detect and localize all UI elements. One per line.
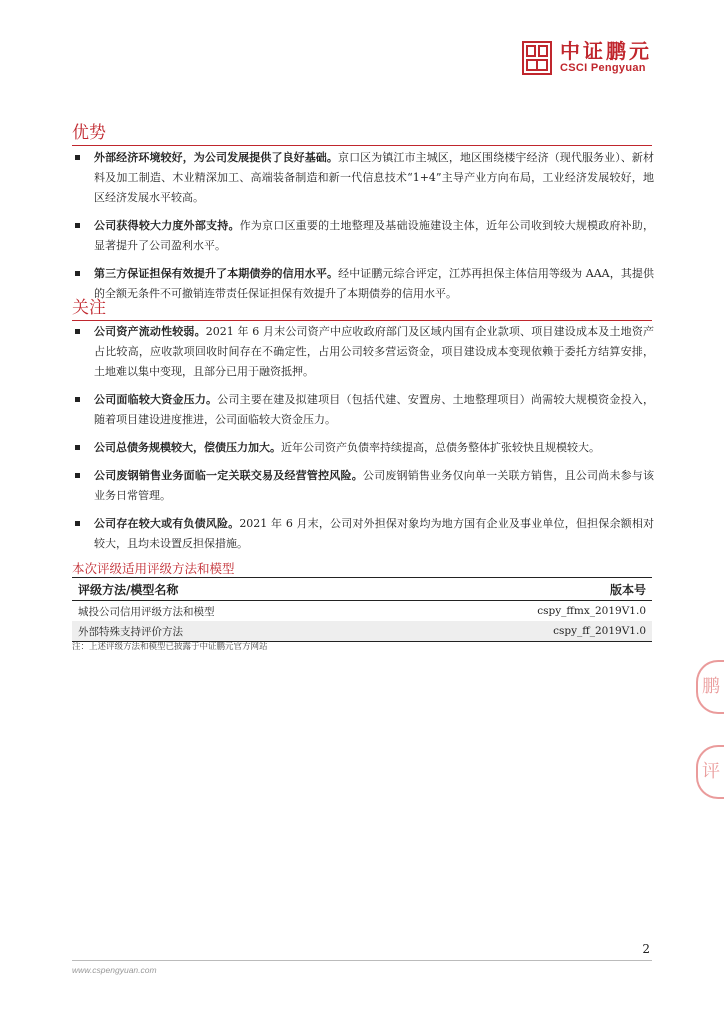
table-note: 注：上述评级方法和模型已披露于中证鹏元官方网站 [72,642,268,652]
bullet-text: 作为京口区重要的土地整理及基础设施建设主体，近年公司收到较大规模政府补助，显著提升了公司盈利水平。 [94,219,655,252]
version-cell: cspy_ffmx_2019V1.0 [537,605,646,617]
bullet-square-icon [75,397,80,402]
bullet-lead: 公司获得较大力度外部支持。 [94,219,240,232]
table-row [72,601,652,622]
list-item [72,322,654,382]
methods-table [72,577,652,642]
list-item [72,216,654,256]
logo-english-name: CSCI Pengyuan [560,62,646,74]
bullet-text: 公司废钢销售业务仅向单一关联方销售，且公司尚未参与该业务日常管理。 [94,469,655,502]
section-title-concerns: 关注 [72,293,652,321]
edge-seal-stamp-icon: 评 [696,745,724,799]
footer-website: www.cspengyuan.com [72,965,157,975]
bullet-text: 2021 年 6 月末，公司对外担保对象均为地方国有企业及事业单位，但担保余额相对较大，且均未设置反担保措施。 [94,517,655,550]
bullet-text: 公司主要在建及拟建项目（包括代建、安置房、土地整理项目）尚需较大规模资金投入，随着项目建设进度推进，公司面临较大资金压力。 [94,393,655,426]
method-name-cell: 外部特殊支持评价方法 [72,621,392,642]
list-item [72,438,654,458]
table-row [72,621,652,642]
concerns-list [72,322,654,562]
edge-seal-stamp-icon: 鹏 [696,660,724,714]
column-header-version: 版本号 [392,578,652,601]
bullet-text: 京口区为镇江市主城区，地区围绕楼宇经济（现代服务业）、新材料及加工制造、木业精深加工、高端装备制造和新一代信息技术“1+4”主导产业方向布局，工业经济发展较好，地区经济发展水平较高。 [94,151,655,204]
bullet-text: 2021 年 6 月末公司资产中应收政府部门及区域内国有企业款项、项目建设成本及土地资产占比较高，应收款项回收时间存在不确定性，占用公司较多营运资金，项目建设成本变现依赖于委托方结算安排，土地难以集中变现，且部分已用于融资抵押。 [94,325,655,378]
bullet-lead: 公司资产流动性较弱。 [94,325,206,338]
advantages-list [72,148,654,312]
list-item [72,514,654,554]
list-item [72,466,654,506]
bullet-square-icon [75,271,80,276]
bullet-square-icon [75,223,80,228]
bullet-square-icon [75,445,80,450]
bullet-lead: 公司废钢销售业务面临一定关联交易及经营管控风险。 [94,469,363,482]
company-logo [522,40,652,75]
method-name-cell: 城投公司信用评级方法和模型 [78,605,215,618]
bullet-lead: 公司面临较大资金压力。 [94,393,218,406]
bullet-lead: 公司存在较大或有负债风险。 [94,517,240,530]
version-cell: cspy_ff_2019V1.0 [392,621,652,642]
methods-section-title: 本次评级适用评级方法和模型 [72,561,235,576]
bullet-square-icon [75,521,80,526]
footer-divider [72,960,652,961]
column-header-method: 评级方法/模型名称 [72,578,392,601]
bullet-square-icon [75,329,80,334]
bullet-lead: 公司总债务规模较大，偿债压力加大。 [94,441,281,454]
bullet-square-icon [75,155,80,160]
bullet-lead: 外部经济环境较好，为公司发展提供了良好基础。 [94,151,338,164]
bullet-square-icon [75,473,80,478]
bullet-text: 经中证鹏元综合评定，江苏再担保主体信用等级为 AAA，其提供的全额无条件不可撤销连带责任保证担保有效提升了本期债券的信用水平。 [94,267,655,300]
bullet-lead: 第三方保证担保有效提升了本期债券的信用水平。 [94,267,339,280]
list-item [72,390,654,430]
page-number: 2 [642,942,650,956]
logo-seal-icon [522,41,552,75]
list-item [72,148,654,208]
bullet-text: 近年公司资产负债率持续提高，总债务整体扩张较快且规模较大。 [281,441,600,454]
table-header-row [72,578,652,601]
section-title-advantages: 优势 [72,118,652,146]
logo-chinese-name: 中证鹏元 [560,39,652,63]
